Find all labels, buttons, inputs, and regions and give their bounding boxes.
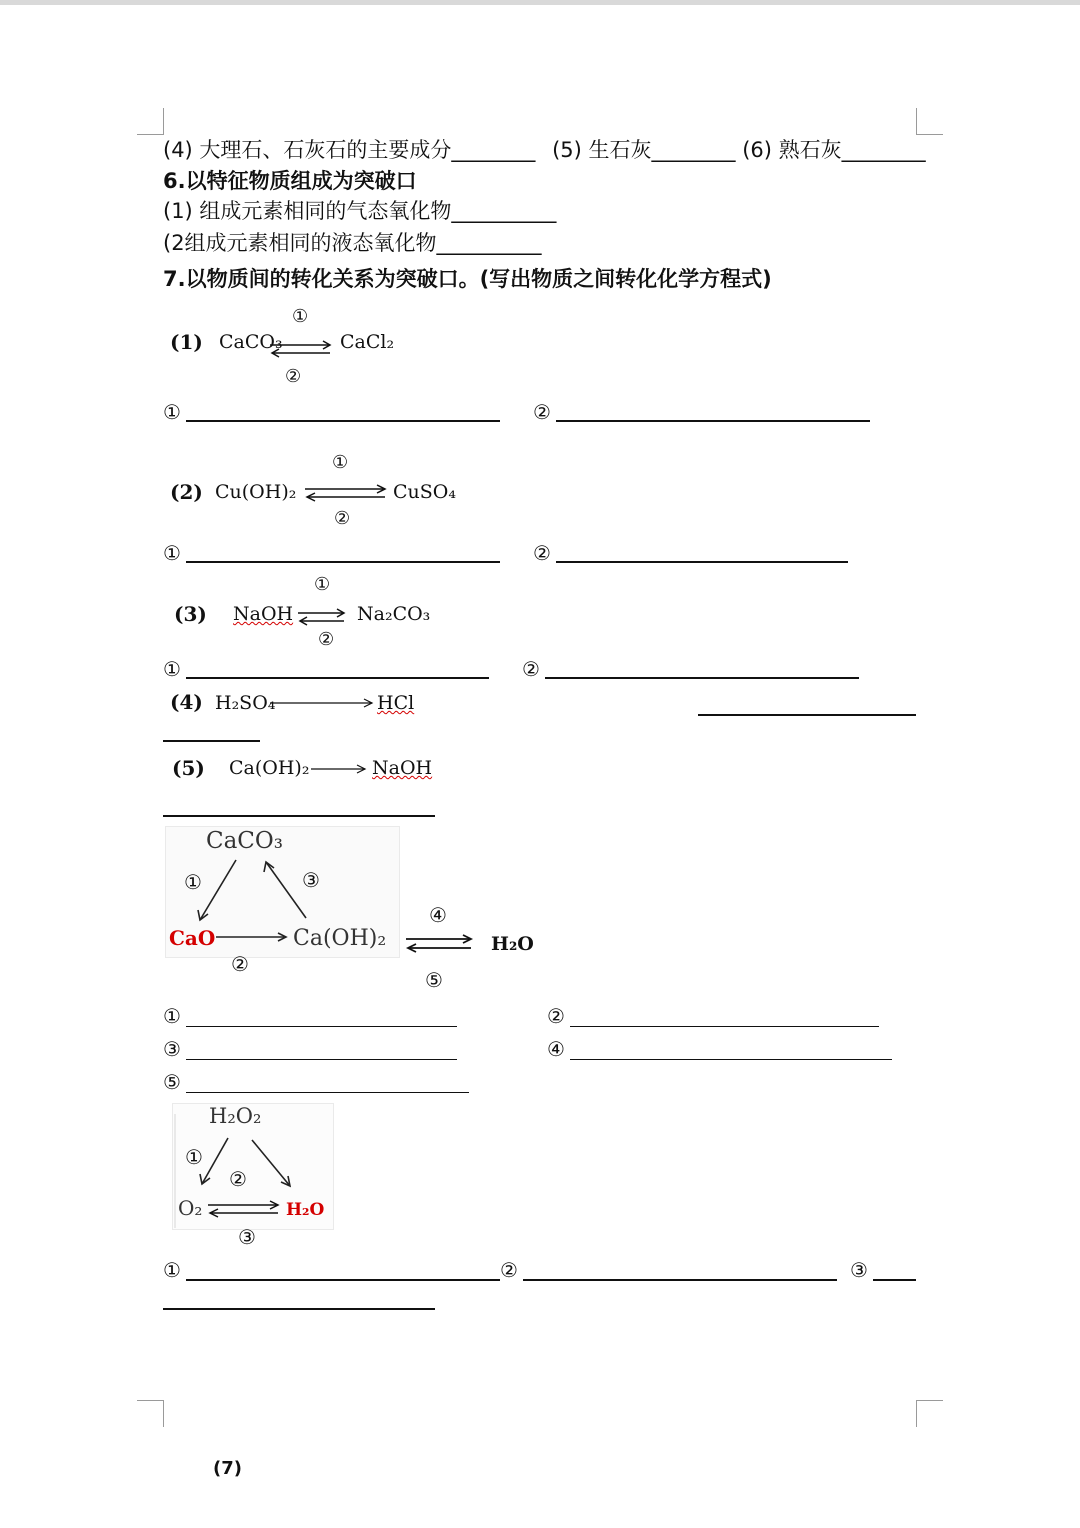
answer-t1-4-number: ④ bbox=[547, 1037, 565, 1061]
answer-3-2-blank[interactable] bbox=[545, 677, 859, 679]
corner-mark-bottom-left bbox=[137, 1400, 164, 1427]
triangle-1-left: CaO bbox=[169, 926, 216, 950]
answer-t2-3-blank-continued[interactable] bbox=[163, 1308, 435, 1310]
reaction-4-label: (4) bbox=[170, 690, 203, 714]
reaction-4-left: H₂SO₄ bbox=[215, 692, 276, 714]
answer-2-1-number: ① bbox=[163, 541, 181, 565]
corner-mark-top-left bbox=[137, 108, 164, 135]
answer-4-blank[interactable] bbox=[698, 714, 916, 716]
answer-t1-2-number: ② bbox=[547, 1004, 565, 1028]
triangle-1-marker-4: ④ bbox=[429, 903, 447, 927]
reaction-3-marker-1: ① bbox=[314, 574, 331, 595]
triangle-1-marker-5: ⑤ bbox=[425, 968, 443, 992]
top-border bbox=[0, 0, 1080, 5]
answer-t1-3-number: ③ bbox=[163, 1037, 181, 1061]
section-6-title: 6.以特征物质组成为突破口 bbox=[163, 169, 417, 193]
answer-t1-5-blank[interactable] bbox=[186, 1092, 469, 1093]
answer-1-2-blank[interactable] bbox=[556, 420, 870, 422]
answer-t1-1-number: ① bbox=[163, 1004, 181, 1028]
reaction-3-left: NaOH bbox=[233, 603, 294, 625]
answer-1-1-blank[interactable] bbox=[186, 420, 500, 422]
question-4-6-line bbox=[163, 137, 926, 163]
reaction-2-label: (2) bbox=[170, 480, 203, 504]
triangle-1-marker-1: ① bbox=[184, 870, 202, 894]
answer-t2-2-number: ② bbox=[500, 1258, 518, 1282]
question-6-text: (6) 熟石灰________ bbox=[742, 138, 926, 162]
answer-t1-2-blank[interactable] bbox=[570, 1026, 879, 1027]
reaction-1-right: CaCl₂ bbox=[340, 331, 395, 353]
reaction-5-arrow bbox=[309, 763, 369, 775]
answer-3-2-number: ② bbox=[522, 657, 540, 681]
question-5-text: (5) 生石灰________ bbox=[552, 138, 736, 162]
answer-t2-3-blank[interactable] bbox=[873, 1279, 916, 1281]
reaction-3-marker-2: ② bbox=[318, 629, 335, 650]
triangle-2-top: H₂O₂ bbox=[209, 1104, 262, 1128]
answer-3-1-blank[interactable] bbox=[186, 677, 489, 679]
triangle-1-right: H₂O bbox=[491, 933, 534, 955]
triangle-1-marker-3: ③ bbox=[302, 868, 320, 892]
answer-1-2-number: ② bbox=[533, 400, 551, 424]
answer-2-1-blank[interactable] bbox=[186, 561, 500, 563]
reaction-1-left: CaCO₃ bbox=[219, 331, 283, 353]
triangle-2-marker-3: ③ bbox=[238, 1225, 256, 1249]
triangle-2-right: H₂O bbox=[286, 1200, 325, 1220]
reaction-1-marker-2: ② bbox=[285, 366, 302, 387]
reaction-5-right: NaOH bbox=[372, 757, 433, 779]
answer-1-1-number: ① bbox=[163, 400, 181, 424]
reaction-2-marker-1: ① bbox=[332, 452, 349, 473]
triangle-2-marker-1: ① bbox=[185, 1145, 203, 1169]
corner-mark-top-right bbox=[916, 108, 943, 135]
triangle-1-arrows bbox=[160, 820, 490, 970]
answer-5-blank[interactable] bbox=[163, 815, 435, 817]
reaction-5-left: Ca(OH)₂ bbox=[229, 757, 310, 779]
answer-t2-3-number: ③ bbox=[850, 1258, 868, 1282]
answer-t2-2-blank[interactable] bbox=[523, 1279, 837, 1281]
reaction-3-equilibrium-arrows bbox=[296, 609, 348, 625]
answer-2-2-number: ② bbox=[533, 541, 551, 565]
answer-t1-3-blank[interactable] bbox=[186, 1059, 457, 1060]
triangle-1-top: CaCO₃ bbox=[206, 828, 283, 854]
section-6-question-1: (1) 组成元素相同的气态氧化物__________ bbox=[163, 199, 557, 223]
reaction-2-equilibrium-arrows bbox=[303, 485, 391, 501]
answer-t2-1-number: ① bbox=[163, 1258, 181, 1282]
reaction-2-left: Cu(OH)₂ bbox=[215, 481, 297, 503]
reaction-3-label: (3) bbox=[174, 602, 207, 626]
section-7-title: 7.以物质间的转化关系为突破口。(写出物质之间转化化学方程式) bbox=[163, 267, 772, 291]
answer-t1-1-blank[interactable] bbox=[186, 1026, 457, 1027]
answer-t1-4-blank[interactable] bbox=[570, 1059, 892, 1060]
page-number: (7) bbox=[213, 1458, 242, 1479]
reaction-2-marker-2: ② bbox=[334, 508, 351, 529]
answer-4-blank-continued[interactable] bbox=[163, 740, 260, 742]
corner-mark-bottom-right bbox=[916, 1400, 943, 1427]
reaction-3-right: Na₂CO₃ bbox=[357, 603, 431, 625]
answer-2-2-blank[interactable] bbox=[556, 561, 848, 563]
reaction-1-label: (1) bbox=[170, 330, 203, 354]
reaction-1-equilibrium-arrows bbox=[268, 340, 338, 358]
answer-t2-1-blank[interactable] bbox=[186, 1279, 500, 1281]
triangle-1-marker-2: ② bbox=[231, 952, 249, 976]
reaction-2-right: CuSO₄ bbox=[393, 481, 456, 503]
triangle-2-arrows bbox=[170, 1100, 340, 1230]
answer-3-1-number: ① bbox=[163, 657, 181, 681]
reaction-4-right: HCl bbox=[377, 692, 415, 714]
triangle-1-middle: Ca(OH)₂ bbox=[293, 926, 387, 951]
triangle-2-marker-2: ② bbox=[229, 1167, 247, 1191]
triangle-2-left: O₂ bbox=[178, 1196, 203, 1220]
reaction-4-arrow bbox=[268, 697, 376, 709]
question-4-text: (4) 大理石、石灰石的主要成分________ bbox=[163, 138, 536, 162]
reaction-5-label: (5) bbox=[172, 756, 205, 780]
section-6-question-2: (2组成元素相同的液态氧化物__________ bbox=[163, 231, 542, 255]
answer-t1-5-number: ⑤ bbox=[163, 1070, 181, 1094]
reaction-1-marker-1: ① bbox=[292, 306, 309, 327]
